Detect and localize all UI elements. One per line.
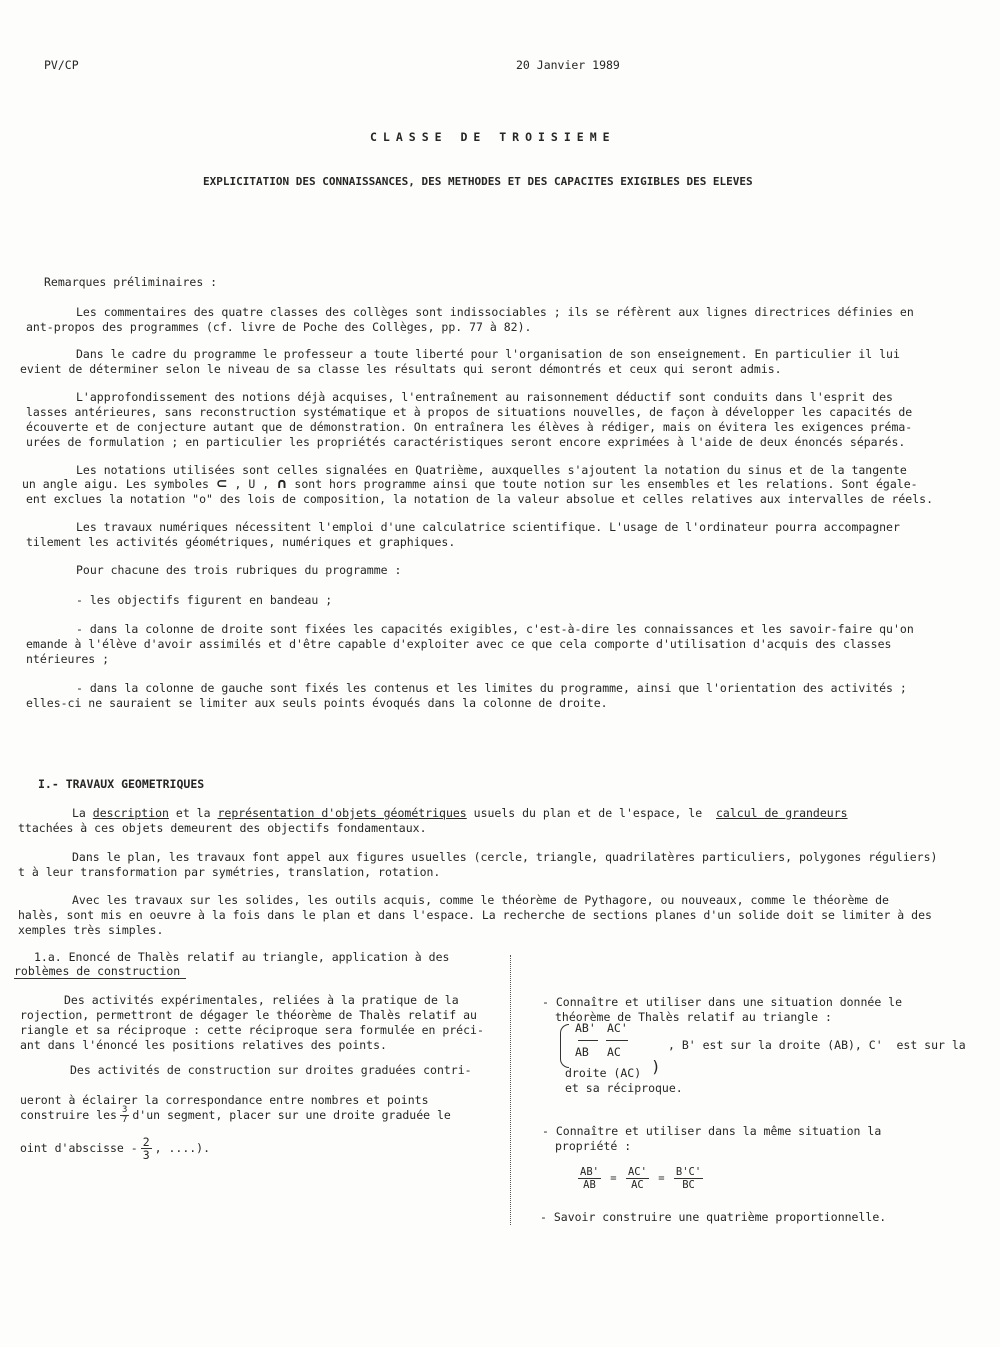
subsection-heading-line2: roblèmes de construction bbox=[14, 964, 181, 978]
document-reference: PV/CP bbox=[44, 58, 79, 72]
left-p2-line2: ueront à éclairer la correspondance entre nombres et points bbox=[20, 1093, 429, 1107]
remarks-p2-line1: Dans le cadre du programme le professeur a toute liberté pour l'organisation de son enseignement. En particulier il lui bbox=[76, 347, 900, 361]
remarks-p5-line1: Les travaux numériques nécessitent l'emploi d'une calculatrice scientifique. L'usage de l'ordinateur pourra accompagner bbox=[76, 520, 900, 534]
section1-heading: I.- TRAVAUX GEOMETRIQUES bbox=[38, 777, 205, 791]
thales-fraction-ac: AC' AC bbox=[607, 1021, 628, 1059]
s1p1-a: La bbox=[72, 806, 86, 820]
s1p1-c: usuels du plan et de l'espace, le bbox=[473, 806, 703, 820]
remarks-p4-line1: Les notations utilisées sont celles signalées en Quatrième, auxquelles s'ajoutent la notation du sinus et de la tangente bbox=[76, 463, 907, 477]
subsection-underline bbox=[14, 978, 186, 979]
column-separator bbox=[510, 955, 511, 1225]
remarks-p4-line2 bbox=[22, 477, 918, 492]
right-c1-tail-line2: droite (AC) bbox=[565, 1066, 642, 1080]
subset-symbol-icon: ⊂ bbox=[215, 476, 228, 492]
remarks-p4-text-a: un angle aigu. Les symboles bbox=[22, 477, 209, 491]
right-c2-line1: - Connaître et utiliser dans la même situation la bbox=[542, 1124, 882, 1138]
fraction-two-thirds: $\frac{2}{3}$ bbox=[142, 1135, 150, 1162]
left-brace bbox=[560, 1024, 569, 1068]
remarks-bullet2-line1: - dans la colonne de droite sont fixées les capacités exigibles, c'est-à-dire les connaissances et les savoir-faire qu'on bbox=[76, 622, 914, 636]
subsection-heading-line1: 1.a. Enoncé de Thalès relatif au triangle, application à des bbox=[34, 950, 450, 964]
proportion-equation bbox=[575, 1166, 706, 1191]
fraction-bc-prime-bc: $\frac{B'C'}{BC}$ bbox=[675, 1166, 702, 1191]
remarks-heading: Remarques préliminaires : bbox=[44, 275, 218, 289]
document-date: 20 Janvier 1989 bbox=[516, 58, 620, 72]
section1-p3-line2: halès, sont mis en oeuvre à la fois dans le plan et dans l'espace. La recherche de sections planes d'un solide doit se limiter à des bbox=[18, 908, 932, 922]
left-p2-line1: Des activités de construction sur droites graduées contri- bbox=[70, 1063, 472, 1077]
section1-p2-line1: Dans le plan, les travaux font appel aux figures usuelles (cercle, triangle, quadrilatères particuliers, polygones réguliers) bbox=[72, 850, 938, 864]
remarks-p1-line1: Les commentaires des quatre classes des collèges sont indissociables ; ils se réfèrent aux lignes directrices définies en bbox=[76, 305, 914, 319]
left-p1-line2: rojection, permettront de dégager le théorème de Thalès relatif au bbox=[20, 1008, 477, 1022]
equals-sign-2: = bbox=[658, 1172, 665, 1185]
left-p2-line3 bbox=[20, 1106, 451, 1125]
remarks-p4-line3: ent exclues la notation "o" des lois de composition, la notation de la valeur absolue et celles relatives aux intervalles de réels. bbox=[26, 492, 933, 506]
right-c2-line2: propriété : bbox=[555, 1139, 632, 1153]
left-p2-line4 bbox=[20, 1136, 210, 1161]
right-c1-tail-line3: et sa réciproque. bbox=[565, 1081, 683, 1095]
left-p2-text-b: d'un segment, placer sur une droite graduée le bbox=[132, 1108, 451, 1122]
left-p1-line1: Des activités expérimentales, reliées à la pratique de la bbox=[64, 993, 459, 1007]
remarks-p1-line2: ant-propos des programmes (cf. livre de Poche des Collèges, pp. 77 à 82). bbox=[26, 320, 532, 334]
fraction-three-sevenths: $\frac{3}{7}$ bbox=[121, 1105, 128, 1125]
remarks-p3-line2: lasses antérieures, sans reconstruction systématique et à propos de situations nouvelles, de façon à développer les capacités de bbox=[26, 405, 913, 419]
remarks-p3-line3: écouverte et de conjecture autant que de démonstration. On entraînera les élèves à rédiger, mais on évitera les exigences préma- bbox=[26, 420, 913, 434]
intersection-symbol-icon: ∩ bbox=[276, 476, 288, 492]
section1-p3-line1: Avec les travaux sur les solides, les outils acquis, comme le théorème de Pythagore, ou nouveaux, comme le théorème de bbox=[72, 893, 889, 907]
left-p2-text-c: oint d'abscisse - bbox=[20, 1141, 138, 1155]
remarks-p4-text-c: sont hors programme ainsi que toute notion sur les ensembles et les relations. Sont égale- bbox=[294, 477, 918, 491]
remarks-p3-line1: L'approfondissement des notions déjà acquises, l'entraînement au raisonnement déductif sont conduits dans l'esprit des bbox=[76, 390, 893, 404]
section1-p2-line2: t à leur transformation par symétries, translation, rotation. bbox=[18, 865, 441, 879]
s1p1-representation: représentation d'objets géométriques bbox=[217, 806, 467, 820]
s1p1-description: description bbox=[92, 806, 169, 820]
thales-fraction-ab: AB' AB bbox=[575, 1021, 596, 1059]
fraction-ac-prime-ac: $\frac{AC'}{AC}$ bbox=[627, 1166, 647, 1191]
fraction-bar-2 bbox=[606, 1040, 628, 1041]
section1-p3-line3: xemples très simples. bbox=[18, 923, 164, 937]
fraction-bar-1 bbox=[578, 1040, 598, 1041]
right-paren-icon: ) bbox=[651, 1057, 661, 1076]
fraction-ab-prime-ab: $\frac{AB'}{AB}$ bbox=[580, 1166, 599, 1191]
equals-sign: = bbox=[610, 1172, 617, 1185]
remarks-p2-line2: evient de déterminer selon le niveau de sa classe les résultats qui seront démontrés et ceux qui seront admis. bbox=[20, 362, 782, 376]
page-title: CLASSE DE TROISIEME bbox=[370, 130, 616, 144]
left-p1-line3: riangle et sa réciproque : cette réciproque sera formulée en préci- bbox=[20, 1023, 484, 1037]
right-c1-line2: théorème de Thalès relatif au triangle : bbox=[555, 1010, 832, 1024]
remarks-bullet2-line2: emande à l'élève d'avoir assimilés et d'être capable d'exploiter avec ce que cela comporte d'utilisation d'acquis des classes bbox=[26, 637, 892, 651]
remarks-bullet2-line3: ntérieures ; bbox=[26, 652, 110, 666]
s1p1-b: et la bbox=[175, 806, 211, 820]
left-p2-text-a: construire les bbox=[20, 1108, 117, 1122]
s1p1-calcul: calcul de grandeurs bbox=[716, 806, 848, 820]
remarks-bullet3-line2: elles-ci ne sauraient se limiter aux seuls points évoqués dans la colonne de droite. bbox=[26, 696, 608, 710]
remarks-bullet1: - les objectifs figurent en bandeau ; bbox=[76, 593, 333, 607]
page-subtitle: EXPLICITATION DES CONNAISSANCES, DES METHODES ET DES CAPACITES EXIGIBLES DES ELEVES bbox=[203, 175, 753, 188]
right-c1-line1: - Connaître et utiliser dans une situation donnée le bbox=[542, 995, 903, 1009]
remarks-p3-line4: urées de formulation ; en particulier les propriétés caractéristiques seront encore exprimées à l'aide de deux énoncés séparés. bbox=[26, 435, 906, 449]
right-c1-tail-line1: , B' est sur la droite (AB), C' est sur la bbox=[668, 1038, 966, 1052]
remarks-p4-text-b: , U , bbox=[234, 477, 270, 491]
remarks-p6: Pour chacune des trois rubriques du programme : bbox=[76, 563, 402, 577]
left-p2-text-d: , ....). bbox=[154, 1141, 211, 1155]
section1-p1-line2: ttachées à ces objets demeurent des objectifs fondamentaux. bbox=[18, 821, 427, 835]
remarks-bullet3-line1: - dans la colonne de gauche sont fixés les contenus et les limites du programme, ainsi que l'orientation des activités ; bbox=[76, 681, 907, 695]
left-p1-line4: ant dans l'énoncé les positions relatives des points. bbox=[20, 1038, 387, 1052]
section1-p1-line1 bbox=[72, 806, 848, 821]
right-c3: - Savoir construire une quatrième proportionnelle. bbox=[540, 1210, 887, 1224]
remarks-p5-line2: tilement les activités géométriques, numériques et graphiques. bbox=[26, 535, 456, 549]
